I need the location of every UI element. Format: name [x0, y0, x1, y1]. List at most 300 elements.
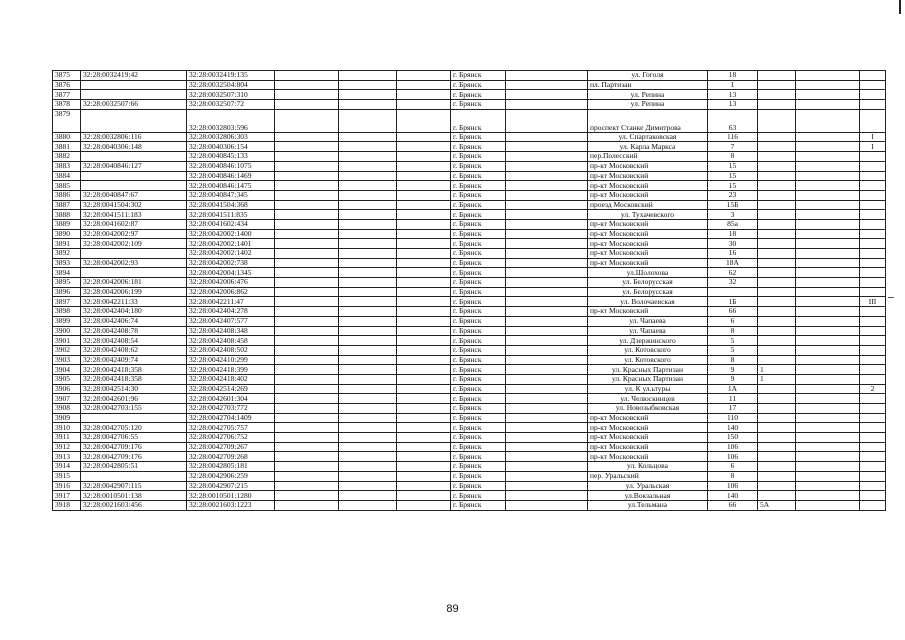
- cell-building: [758, 433, 796, 443]
- cell-empty: [506, 80, 588, 90]
- cell-city: г. Брянск: [451, 423, 506, 433]
- cell-house-number: 15: [708, 161, 758, 171]
- cell-empty: [506, 268, 588, 278]
- cell-empty: [339, 268, 397, 278]
- cell-building: 1: [758, 365, 796, 375]
- cell-street: пр-кт Московский: [588, 171, 708, 181]
- cell-city: г. Брянск: [451, 161, 506, 171]
- cell-record-number: 3901: [53, 336, 81, 346]
- cell-empty: [796, 268, 860, 278]
- cell-house-number: 18: [708, 229, 758, 239]
- table-row: [53, 297, 886, 307]
- cell-record-number: 3876: [53, 80, 81, 90]
- cell-empty: [339, 161, 397, 171]
- table-row: [53, 268, 886, 278]
- cell-empty: [506, 181, 588, 191]
- table-row: [53, 200, 886, 210]
- cell-record-number: 3891: [53, 239, 81, 249]
- cell-empty: [397, 307, 451, 317]
- cell-city: г. Брянск: [451, 481, 506, 491]
- cell-old-cadastral: 32:28:0042705:120: [81, 423, 187, 433]
- cell-street: ул. Новозыбковская: [588, 404, 708, 414]
- cell-record-number: 3893: [53, 258, 81, 268]
- cell-apartment: [860, 316, 886, 326]
- cell-city: г. Брянск: [451, 413, 506, 423]
- cell-old-cadastral: 32:28:0042002:97: [81, 229, 187, 239]
- cell-record-number: 3914: [53, 462, 81, 472]
- cell-empty: [275, 404, 339, 414]
- cell-empty: [397, 100, 451, 110]
- cell-apartment: [860, 394, 886, 404]
- cell-house-number: 63: [708, 109, 758, 132]
- cell-record-number: 3894: [53, 268, 81, 278]
- cell-street: ул. Чапаева: [588, 316, 708, 326]
- cell-empty: [506, 462, 588, 472]
- cell-empty: [275, 90, 339, 100]
- cell-empty: [397, 462, 451, 472]
- cell-apartment: [860, 229, 886, 239]
- cell-empty: [796, 109, 860, 132]
- cell-apartment: [860, 239, 886, 249]
- table-row: [53, 307, 886, 317]
- cell-empty: [275, 210, 339, 220]
- table-row: [53, 71, 886, 81]
- cell-street: пр-кт Московский: [588, 258, 708, 268]
- cell-empty: [339, 423, 397, 433]
- cell-old-cadastral: 32:28:0042211:33: [81, 297, 187, 307]
- cell-house-number: 16: [708, 249, 758, 259]
- cell-old-cadastral: 32:28:0042408:78: [81, 326, 187, 336]
- cell-street: ул. Волочаевская: [588, 297, 708, 307]
- cell-city: г. Брянск: [451, 365, 506, 375]
- cell-street: ул. Дзержинского: [588, 336, 708, 346]
- cell-empty: [275, 316, 339, 326]
- cell-city: г. Брянск: [451, 258, 506, 268]
- cell-empty: [796, 481, 860, 491]
- cell-empty: [275, 239, 339, 249]
- cell-cadastral-number: 32:28:0042006:862: [187, 287, 275, 297]
- cell-record-number: 3895: [53, 278, 81, 288]
- cell-cadastral-number: 32:28:0032507:72: [187, 100, 275, 110]
- cell-empty: [339, 345, 397, 355]
- table-row: [53, 345, 886, 355]
- cell-old-cadastral: 32:28:0041602:87: [81, 219, 187, 229]
- cell-empty: [339, 132, 397, 142]
- cell-building: [758, 249, 796, 259]
- cell-empty: [275, 365, 339, 375]
- cell-record-number: 3906: [53, 384, 81, 394]
- table-row: [53, 210, 886, 220]
- cell-empty: [275, 307, 339, 317]
- cell-house-number: 3: [708, 210, 758, 220]
- cell-old-cadastral: 32:28:0032806:116: [81, 132, 187, 142]
- cell-apartment: [860, 171, 886, 181]
- cell-empty: [275, 181, 339, 191]
- table-row: [53, 471, 886, 481]
- cell-empty: [339, 90, 397, 100]
- cell-empty: [339, 355, 397, 365]
- cell-building: [758, 355, 796, 365]
- cell-empty: [397, 316, 451, 326]
- cell-building: [758, 326, 796, 336]
- cell-empty: [796, 210, 860, 220]
- cell-old-cadastral: [81, 80, 187, 90]
- cell-empty: [506, 287, 588, 297]
- cell-building: [758, 287, 796, 297]
- cell-empty: [506, 500, 588, 510]
- cell-record-number: 3878: [53, 100, 81, 110]
- cell-empty: [397, 219, 451, 229]
- cell-apartment: [860, 355, 886, 365]
- cell-apartment: I: [860, 132, 886, 142]
- cell-empty: [275, 336, 339, 346]
- cell-apartment: [860, 462, 886, 472]
- cell-empty: [397, 152, 451, 162]
- cell-empty: [796, 384, 860, 394]
- cell-empty: [506, 239, 588, 249]
- cell-old-cadastral: 32:28:0010501:138: [81, 491, 187, 501]
- cell-empty: [339, 297, 397, 307]
- cell-old-cadastral: [81, 249, 187, 259]
- cell-city: г. Брянск: [451, 152, 506, 162]
- cell-old-cadastral: 32:28:0042404:180: [81, 307, 187, 317]
- cell-empty: [506, 384, 588, 394]
- cell-record-number: 3910: [53, 423, 81, 433]
- cell-empty: [339, 481, 397, 491]
- cell-old-cadastral: [81, 90, 187, 100]
- cell-record-number: 3884: [53, 171, 81, 181]
- cell-empty: [397, 481, 451, 491]
- cell-cadastral-number: 32:28:0042705:757: [187, 423, 275, 433]
- table-row: [53, 394, 886, 404]
- cell-street: пр-кт Московский: [588, 423, 708, 433]
- cell-house-number: 11: [708, 394, 758, 404]
- cell-old-cadastral: [81, 413, 187, 423]
- cell-record-number: 3896: [53, 287, 81, 297]
- cell-house-number: 66: [708, 307, 758, 317]
- cell-house-number: 85а: [708, 219, 758, 229]
- cell-empty: [506, 200, 588, 210]
- cell-street: пр-кт Московский: [588, 452, 708, 462]
- cell-house-number: 9: [708, 365, 758, 375]
- cell-empty: [275, 229, 339, 239]
- table-row: [53, 278, 886, 288]
- cell-empty: [339, 210, 397, 220]
- cell-apartment: 2: [860, 384, 886, 394]
- cell-house-number: 106: [708, 481, 758, 491]
- table-row: [53, 100, 886, 110]
- cell-empty: [339, 365, 397, 375]
- cell-house-number: 1Б: [708, 297, 758, 307]
- cell-cadastral-number: 32:28:0041504:368: [187, 200, 275, 210]
- cell-cadastral-number: 32:28:0042704:1409: [187, 413, 275, 423]
- table-row: [53, 326, 886, 336]
- cell-empty: [796, 100, 860, 110]
- cell-empty: [796, 219, 860, 229]
- cell-apartment: [860, 200, 886, 210]
- cell-city: г. Брянск: [451, 278, 506, 288]
- cell-empty: [506, 190, 588, 200]
- cell-empty: [275, 297, 339, 307]
- cell-city: г. Брянск: [451, 336, 506, 346]
- cell-street: ул. Спартаковская: [588, 132, 708, 142]
- cell-cadastral-number: 32:28:0042514:269: [187, 384, 275, 394]
- cell-empty: [796, 161, 860, 171]
- cell-building: [758, 491, 796, 501]
- cell-street: пр-кт Московский: [588, 307, 708, 317]
- cell-city: г. Брянск: [451, 239, 506, 249]
- cell-old-cadastral: [81, 152, 187, 162]
- cell-apartment: [860, 326, 886, 336]
- cell-street: пр-кт Московский: [588, 190, 708, 200]
- cell-street: пр-кт Московский: [588, 413, 708, 423]
- table-row: [53, 142, 886, 152]
- cell-empty: [275, 471, 339, 481]
- cell-empty: [397, 471, 451, 481]
- cell-empty: [397, 109, 451, 132]
- cell-empty: [506, 336, 588, 346]
- cell-old-cadastral: 32:28:0042006:199: [81, 287, 187, 297]
- cell-record-number: 3905: [53, 374, 81, 384]
- cell-empty: [506, 374, 588, 384]
- cell-building: [758, 297, 796, 307]
- cell-old-cadastral: 32:28:0042907:115: [81, 481, 187, 491]
- cell-empty: [796, 452, 860, 462]
- cell-record-number: 3908: [53, 404, 81, 414]
- cell-building: [758, 404, 796, 414]
- cell-street: проезд Московский: [588, 200, 708, 210]
- cell-apartment: [860, 71, 886, 81]
- cell-empty: [275, 190, 339, 200]
- cell-record-number: 3900: [53, 326, 81, 336]
- cell-empty: [397, 258, 451, 268]
- cell-old-cadastral: 32:28:0042408:54: [81, 336, 187, 346]
- cell-empty: [275, 219, 339, 229]
- cell-empty: [275, 200, 339, 210]
- cell-empty: [397, 404, 451, 414]
- cell-old-cadastral: [81, 109, 187, 132]
- cell-house-number: 6: [708, 316, 758, 326]
- cell-empty: [397, 355, 451, 365]
- cell-building: [758, 278, 796, 288]
- cell-old-cadastral: 32:28:0040846:127: [81, 161, 187, 171]
- cell-street: ул. Красных Партизан: [588, 374, 708, 384]
- cell-house-number: 110: [708, 413, 758, 423]
- cell-empty: [339, 442, 397, 452]
- table-row: [53, 171, 886, 181]
- cell-empty: [339, 287, 397, 297]
- cell-city: г. Брянск: [451, 374, 506, 384]
- cell-empty: [506, 258, 588, 268]
- cell-street: ул. Котовского: [588, 355, 708, 365]
- cell-empty: [506, 132, 588, 142]
- cell-apartment: [860, 491, 886, 501]
- cell-empty: [506, 442, 588, 452]
- cell-record-number: 3913: [53, 452, 81, 462]
- cell-house-number: 150: [708, 433, 758, 443]
- cell-old-cadastral: 32:28:0040847:67: [81, 190, 187, 200]
- cell-city: г. Брянск: [451, 171, 506, 181]
- cell-empty: [397, 384, 451, 394]
- cell-cadastral-number: 32:28:0042906:259: [187, 471, 275, 481]
- cell-record-number: 3898: [53, 307, 81, 317]
- cell-house-number: 9: [708, 374, 758, 384]
- cell-empty: [397, 374, 451, 384]
- cell-street: пр-кт Московский: [588, 433, 708, 443]
- cell-cadastral-number: 32:28:0042418:399: [187, 365, 275, 375]
- cell-street: ул. Тухачевского: [588, 210, 708, 220]
- cell-empty: [275, 152, 339, 162]
- cell-record-number: 3897: [53, 297, 81, 307]
- cell-empty: [339, 374, 397, 384]
- cell-old-cadastral: 32:28:0042002:93: [81, 258, 187, 268]
- cell-cadastral-number: 32:28:0042408:502: [187, 345, 275, 355]
- cell-city: г. Брянск: [451, 355, 506, 365]
- cell-record-number: 3912: [53, 442, 81, 452]
- cell-city: г. Брянск: [451, 345, 506, 355]
- cell-empty: [796, 404, 860, 414]
- cell-old-cadastral: 32:28:0041511:183: [81, 210, 187, 220]
- cell-old-cadastral: 32:28:0042601:96: [81, 394, 187, 404]
- cell-empty: [275, 500, 339, 510]
- cell-cadastral-number: 32:28:0042004:1345: [187, 268, 275, 278]
- cell-city: г. Брянск: [451, 80, 506, 90]
- cell-cadastral-number: 32:28:0042002:738: [187, 258, 275, 268]
- table-row: [53, 249, 886, 259]
- cell-empty: [275, 452, 339, 462]
- cell-empty: [339, 278, 397, 288]
- table-row: [53, 258, 886, 268]
- cell-empty: [397, 278, 451, 288]
- cell-record-number: 3889: [53, 219, 81, 229]
- cell-empty: [506, 471, 588, 481]
- cell-cadastral-number: 32:28:0042404:278: [187, 307, 275, 317]
- cell-empty: [506, 365, 588, 375]
- cell-building: [758, 210, 796, 220]
- cell-house-number: 140: [708, 491, 758, 501]
- cell-building: [758, 90, 796, 100]
- table-body: [53, 71, 886, 511]
- cell-house-number: 1: [708, 80, 758, 90]
- cell-apartment: III: [860, 297, 886, 307]
- table-row: [53, 181, 886, 191]
- cell-building: [758, 462, 796, 472]
- cell-empty: [506, 152, 588, 162]
- cell-record-number: 3911: [53, 433, 81, 443]
- cell-city: г. Брянск: [451, 132, 506, 142]
- cell-empty: [397, 249, 451, 259]
- cell-empty: [506, 210, 588, 220]
- cell-city: г. Брянск: [451, 71, 506, 81]
- cell-street: пр-кт Московский: [588, 219, 708, 229]
- cell-empty: [796, 278, 860, 288]
- scan-edge-mark: [899, 0, 901, 14]
- cell-empty: [397, 433, 451, 443]
- cell-empty: [506, 249, 588, 259]
- cell-house-number: 32: [708, 278, 758, 288]
- cell-building: [758, 239, 796, 249]
- cell-house-number: 8: [708, 326, 758, 336]
- cell-building: [758, 307, 796, 317]
- cell-house-number: 106: [708, 442, 758, 452]
- cell-cadastral-number: 32:28:0042407:577: [187, 316, 275, 326]
- cell-house-number: 17: [708, 404, 758, 414]
- cell-street: пер.Полесский: [588, 152, 708, 162]
- cell-empty: [796, 336, 860, 346]
- table-row: [53, 219, 886, 229]
- cell-empty: [339, 404, 397, 414]
- cell-old-cadastral: 32:28:0042002:109: [81, 239, 187, 249]
- cell-empty: [275, 142, 339, 152]
- cell-house-number: [708, 287, 758, 297]
- cell-empty: [275, 268, 339, 278]
- cell-record-number: 3916: [53, 481, 81, 491]
- cell-empty: [397, 142, 451, 152]
- cell-empty: [796, 90, 860, 100]
- cell-empty: [506, 423, 588, 433]
- cell-apartment: [860, 100, 886, 110]
- cell-city: г. Брянск: [451, 326, 506, 336]
- cell-empty: [275, 355, 339, 365]
- cell-building: [758, 181, 796, 191]
- cell-empty: [275, 491, 339, 501]
- cell-city: г. Брянск: [451, 210, 506, 220]
- cell-record-number: 3888: [53, 210, 81, 220]
- cell-empty: [275, 161, 339, 171]
- cell-cadastral-number: 32:28:0042211:47: [187, 297, 275, 307]
- cell-street: пр-кт Московский: [588, 161, 708, 171]
- table-row: [53, 452, 886, 462]
- cell-empty: [275, 171, 339, 181]
- cell-cadastral-number: 32:28:0040846:1075: [187, 161, 275, 171]
- cell-empty: [796, 471, 860, 481]
- cell-empty: [397, 171, 451, 181]
- cell-empty: [506, 171, 588, 181]
- cell-empty: [506, 355, 588, 365]
- table-row: [53, 404, 886, 414]
- cell-old-cadastral: 32:28:0042706:55: [81, 433, 187, 443]
- cell-cadastral-number: 32:28:0042709:267: [187, 442, 275, 452]
- cell-street: ул. Белорусская: [588, 287, 708, 297]
- table-row: [53, 491, 886, 501]
- cell-empty: [796, 365, 860, 375]
- cell-street: ул. Котовского: [588, 345, 708, 355]
- cell-empty: [397, 239, 451, 249]
- cell-empty: [339, 500, 397, 510]
- cell-street: ул. Гоголя: [588, 71, 708, 81]
- cell-cadastral-number: 32:28:0032507:310: [187, 90, 275, 100]
- cell-building: [758, 258, 796, 268]
- cell-apartment: [860, 152, 886, 162]
- cell-empty: [339, 413, 397, 423]
- cell-empty: [796, 316, 860, 326]
- cell-empty: [275, 345, 339, 355]
- cell-building: 5А: [758, 500, 796, 510]
- cell-old-cadastral: 32:28:0042703:155: [81, 404, 187, 414]
- cell-apartment: [860, 268, 886, 278]
- cell-apartment: [860, 481, 886, 491]
- cell-house-number: 66: [708, 500, 758, 510]
- cell-empty: [397, 452, 451, 462]
- cell-street: ул. Уральская: [588, 481, 708, 491]
- cell-house-number: 15: [708, 181, 758, 191]
- cell-empty: [796, 345, 860, 355]
- cell-empty: [275, 71, 339, 81]
- cell-apartment: [860, 413, 886, 423]
- cell-old-cadastral: 32:28:0042409:74: [81, 355, 187, 365]
- cell-empty: [796, 500, 860, 510]
- cell-house-number: 5: [708, 336, 758, 346]
